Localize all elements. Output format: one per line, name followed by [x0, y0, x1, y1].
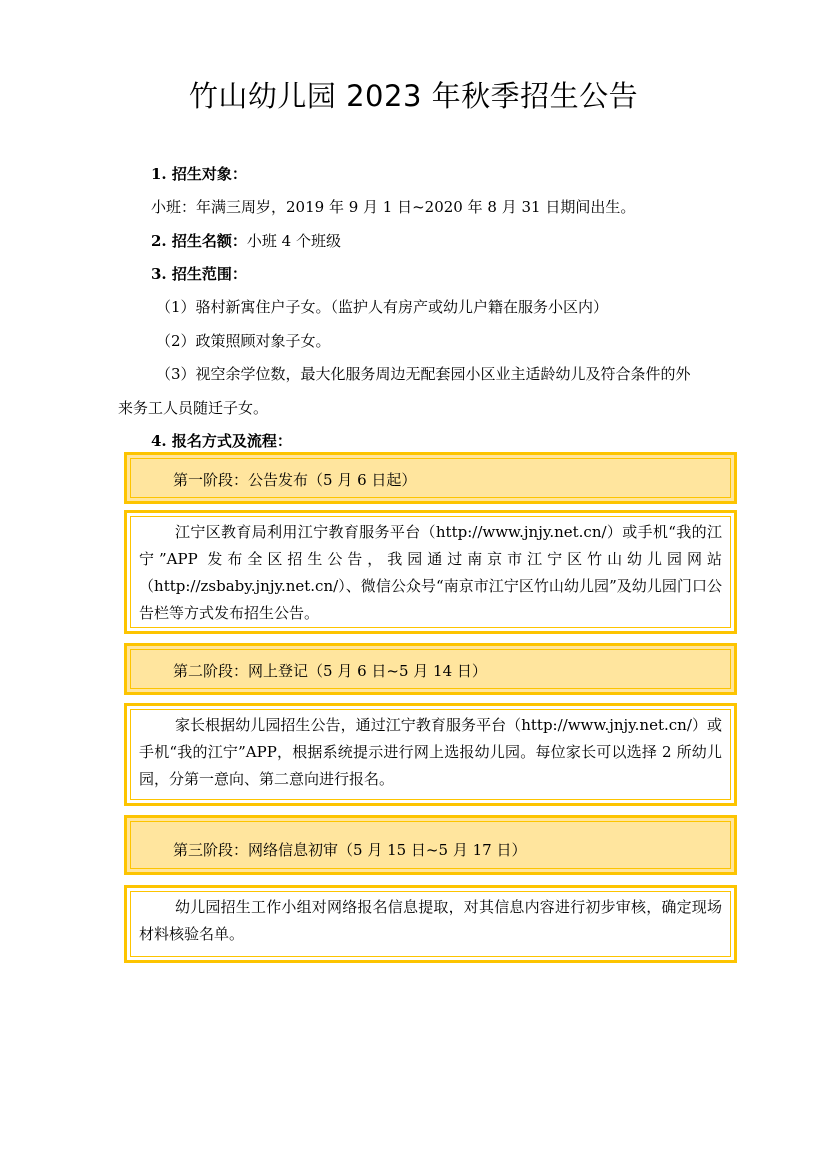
stage-3-detail: 幼儿园招生工作小组对网络报名信息提取，对其信息内容进行初步审核，确定现场材料核验名单。	[139, 898, 722, 943]
section-3-item: （3）视空余学位数，最大化服务周边无配套园小区业主适龄幼儿及符合条件的外	[156, 365, 691, 383]
section-1-heading: 1. 招生对象：	[151, 165, 247, 183]
stage-1-detail-box	[124, 510, 737, 634]
section-3-item: （1）骆村新寓住户子女。（监护人有房产或幼儿户籍在服务小区内）	[156, 298, 609, 316]
stage-3-detail-box	[124, 885, 737, 963]
section-2-heading: 2. 招生名额：	[151, 232, 247, 250]
stage-3-label: 第三阶段：网络信息初审（5 月 15 日~5 月 17 日）	[173, 841, 527, 859]
section-3-item: 来务工人员随迁子女。	[118, 399, 269, 417]
stage-2-detail-box	[124, 703, 737, 806]
page-title: 竹山幼儿园 2023 年秋季招生公告	[188, 79, 639, 113]
section-2	[151, 230, 341, 251]
section-2-text: 小班 4 个班级	[246, 232, 341, 250]
stage-1-detail: 江宁区教育局利用江宁教育服务平台（http://www.jnjy.net.cn/）或手机“我的江宁”APP 发布全区招生公告，我园通过南京市江宁区竹山幼儿园网站（http://zsbaby.jnjy.net.cn/）、微信公众号“南京市江宁区竹山幼儿园”及幼儿园门口公告栏等方式发布招生公告。	[139, 523, 722, 622]
stage-2-banner	[124, 643, 737, 695]
section-3-heading: 3. 招生范围：	[151, 265, 247, 283]
stage-2-label: 第二阶段：网上登记（5 月 6 日~5 月 14 日）	[173, 662, 487, 680]
stage-3-banner	[124, 815, 737, 875]
stage-1-banner	[124, 452, 737, 504]
section-3-item: （2）政策照顾对象子女。	[156, 332, 331, 350]
section-1-text: 小班：年满三周岁，2019 年 9 月 1 日~2020 年 8 月 31 日期间出生。	[151, 198, 636, 216]
section-4-heading: 4. 报名方式及流程：	[151, 432, 292, 450]
stage-2-detail: 家长根据幼儿园招生公告，通过江宁教育服务平台（http://www.jnjy.net.cn/）或手机“我的江宁”APP，根据系统提示进行网上选报幼儿园。每位家长可以选择 2 所幼儿园，分第一意向、第二意向进行报名。	[139, 716, 722, 788]
stage-1-label: 第一阶段：公告发布（5 月 6 日起）	[173, 471, 417, 489]
